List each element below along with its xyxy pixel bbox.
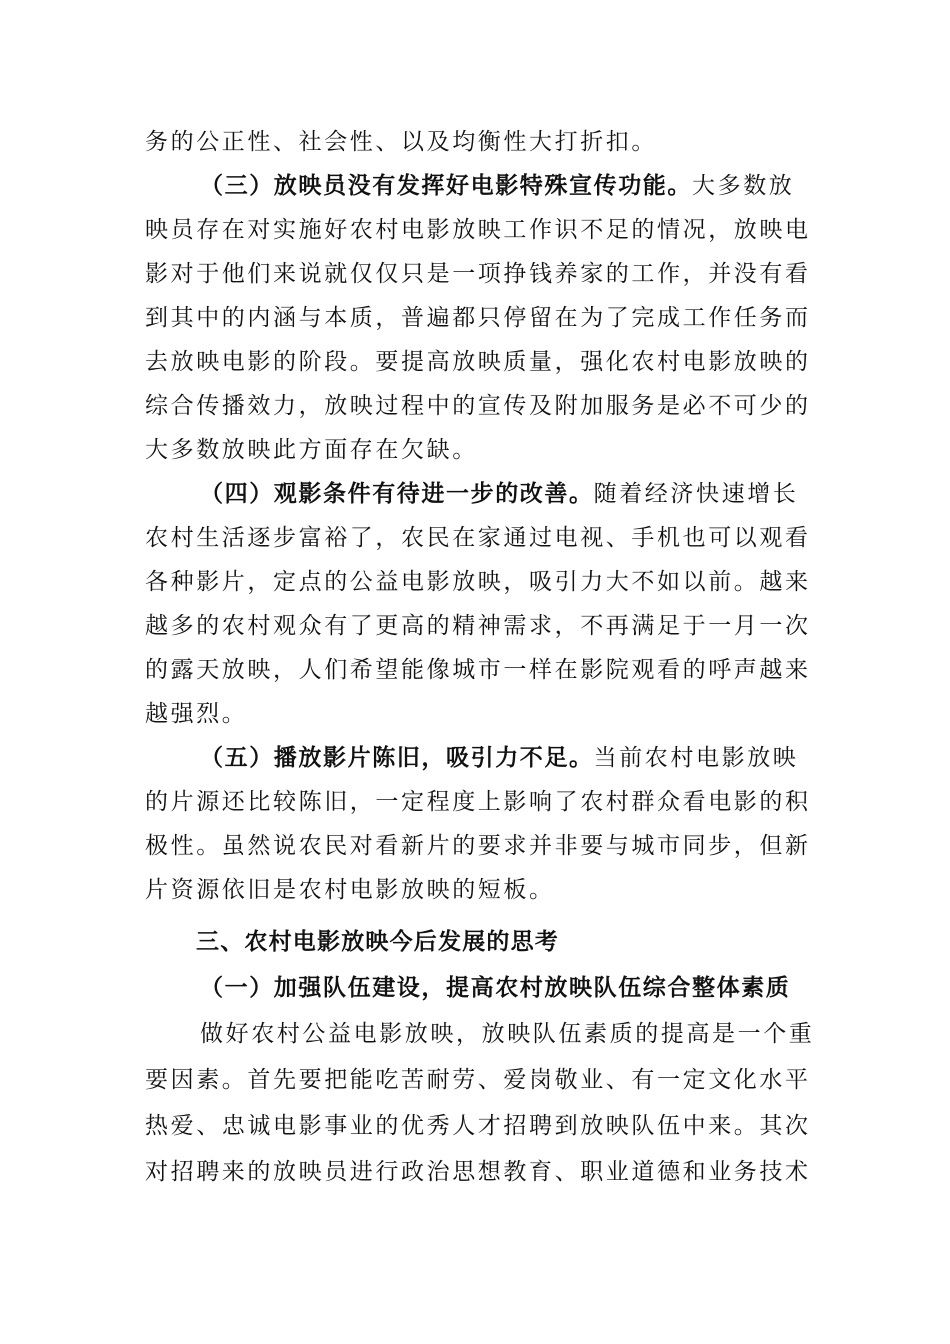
- line-text: 极性。虽然说农民对看新片的要求并非要与城市同步，但新: [145, 833, 811, 859]
- body-line: [145, 780, 810, 824]
- line-text: 的片源还比较陈旧，一定程度上影响了农村群众看电影的积: [145, 789, 811, 815]
- line-text: 热爱、忠诚电影事业的优秀人才招聘到放映队伍中来。其次: [145, 1113, 811, 1139]
- line-text: 片资源依旧是农村电影放映的短板。: [145, 877, 555, 903]
- line-text: 综合传播效力，放映过程中的宣传及附加服务是必不可少的: [145, 393, 811, 419]
- body-line: [145, 648, 810, 692]
- body-line: [145, 868, 810, 912]
- body-line: [145, 340, 810, 384]
- body-line: [145, 692, 810, 736]
- line-text: 的露天放映，人们希望能像城市一样在影院观看的呼声越来: [145, 657, 811, 683]
- body-line: [145, 1150, 810, 1194]
- line-text: 越多的农村观众有了更高的精神需求，不再满足于一月一次: [145, 613, 811, 639]
- subsection-title: （五）播放影片陈旧，吸引力不足。: [200, 745, 594, 771]
- line-text: 对招聘来的放映员进行政治思想教育、职业道德和业务技术: [145, 1159, 811, 1185]
- line-text: 随着经济快速增长: [593, 481, 799, 507]
- section-paragraph-start: [200, 736, 810, 780]
- subsection-title: （一）加强队伍建设，提高农村放映队伍综合整体素质: [200, 975, 791, 1001]
- body-line: [145, 428, 810, 472]
- line-text: 当前农村电影放映: [593, 745, 799, 771]
- subsection-title: （四）观影条件有待进一步的改善。: [200, 481, 594, 507]
- section-paragraph-start: [200, 966, 810, 1010]
- body-line: [145, 604, 810, 648]
- line-text: 农村生活逐步富裕了，农民在家通过电视、手机也可以观看: [145, 525, 811, 551]
- body-line: [145, 208, 810, 252]
- body-line: [145, 1104, 810, 1148]
- line-text: 大多数放映此方面存在欠缺。: [145, 437, 478, 463]
- body-line: [145, 1058, 810, 1102]
- line-text: 越强烈。: [145, 701, 248, 727]
- section-paragraph-start: [200, 472, 810, 516]
- body-line: [145, 296, 810, 340]
- line-text: 做好农村公益电影放映，放映队伍素质的提高是一个重: [200, 1021, 815, 1047]
- body-line: [145, 560, 810, 604]
- line-text: 各种影片，定点的公益电影放映，吸引力大不如以前。越来: [145, 569, 811, 595]
- line-text: 务的公正性、社会性、以及均衡性大打折扣。: [145, 129, 657, 155]
- body-line: [145, 384, 810, 428]
- line-text: 影对于他们来说就仅仅只是一项挣钱养家的工作，并没有看: [145, 261, 811, 287]
- line-text: 到其中的内涵与本质，普遍都只停留在为了完成工作任务而: [145, 305, 811, 331]
- line-text: 要因素。首先要把能吃苦耐劳、爱岗敬业、有一定文化水平: [145, 1067, 811, 1093]
- section-heading: [196, 920, 861, 964]
- body-line: [145, 120, 810, 164]
- body-line: [145, 824, 810, 868]
- line-text: 映员存在对实施好农村电影放映工作识不足的情况，放映电: [145, 217, 811, 243]
- body-line: [145, 252, 810, 296]
- line-text: 大多数放: [692, 173, 795, 199]
- heading-text: 三、农村电影放映今后发展的思考: [196, 929, 559, 955]
- section-paragraph-start: [200, 164, 810, 208]
- body-line: [145, 516, 810, 560]
- line-text: 去放映电影的阶段。要提高放映质量，强化农村电影放映的: [145, 349, 811, 375]
- body-line-indented: [200, 1012, 815, 1056]
- subsection-title: （三）放映员没有发挥好电影特殊宣传功能。: [200, 173, 692, 199]
